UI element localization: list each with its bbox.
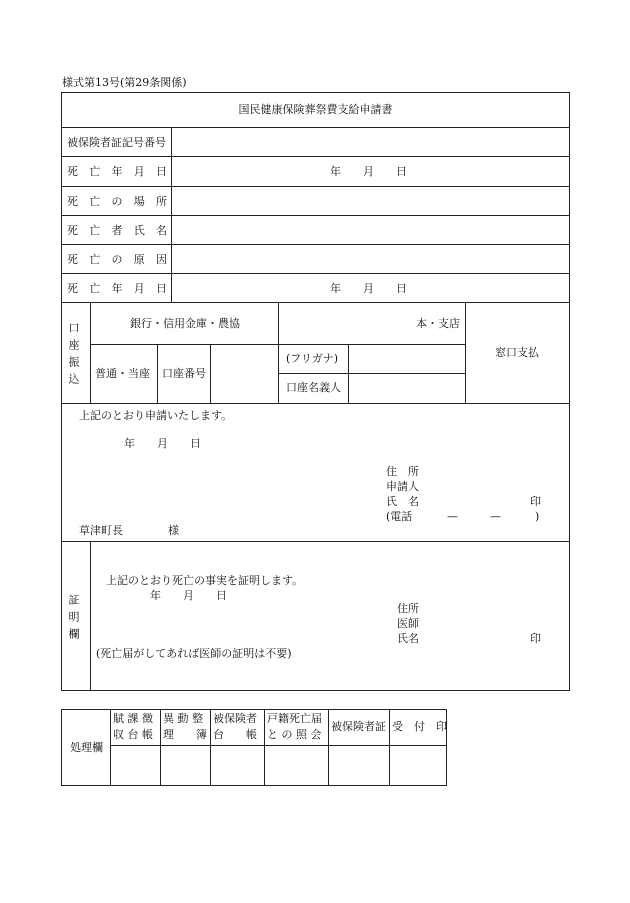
label-deceased-name: 死 亡 者 氏 名 <box>67 224 167 237</box>
processing-cell-insured-ledger[interactable] <box>211 746 264 785</box>
processing-header-insurance-card: 被保険者証 <box>331 720 386 733</box>
label-death-cause: 死 亡 の 原 因 <box>67 253 167 266</box>
phone-close: ) <box>535 510 540 523</box>
deceased-name-field[interactable] <box>172 216 569 244</box>
certification-statement: 上記のとおり死亡の事実を証明します。 <box>106 574 304 587</box>
death-cause-field[interactable] <box>172 245 569 273</box>
certification-side-label: 証明欄 <box>67 594 80 645</box>
processing-cell-family-register[interactable] <box>265 746 328 785</box>
processing-cell-receipt-stamp[interactable] <box>390 746 446 785</box>
phone-open: (電話 <box>386 510 413 523</box>
label-death-date-2: 死 亡 年 月 日 <box>67 282 167 295</box>
processing-header-family-register-1: 戸籍死亡届 <box>267 712 322 725</box>
form-style-number: 様式第13号(第29条関係) <box>62 76 187 89</box>
death-date-field[interactable]: 年 月 日 <box>330 165 407 178</box>
label-insured-card-number: 被保険者証記号番号 <box>67 136 166 149</box>
processing-header-tax-ledger-2: 収 台 帳 <box>113 728 153 741</box>
phone-dash-1: — <box>447 510 458 523</box>
recipient-honorific: 様 <box>168 524 179 537</box>
account-type-options: 普通・当座 <box>95 367 150 380</box>
processing-side-label: 処理欄 <box>70 741 103 754</box>
processing-header-change-record-1: 異 動 整 <box>163 712 203 725</box>
processing-header-tax-ledger-1: 賦 課 徴 <box>113 712 153 725</box>
doctor-label: 医師 <box>397 617 419 630</box>
processing-header-family-register-2: と の 照 会 <box>267 728 322 741</box>
death-date-field-2[interactable]: 年 月 日 <box>330 282 407 295</box>
label-death-place: 死 亡 の 場 所 <box>67 195 167 208</box>
bank-transfer-side-label: 口座振込 <box>67 322 80 390</box>
branch-label: 本・支店 <box>416 317 460 330</box>
processing-header-change-record-2: 理 簿 <box>163 728 207 741</box>
account-holder-label: 口座名義人 <box>286 381 341 394</box>
applicant-seal-mark: 印 <box>530 495 541 508</box>
certification-date[interactable]: 年 月 日 <box>150 589 227 602</box>
doctor-address-label: 住所 <box>397 602 419 615</box>
account-number-label: 口座番号 <box>162 367 206 380</box>
form-title: 国民健康保険葬祭費支給申請書 <box>238 103 393 116</box>
applicant-address-label: 住 所 <box>386 465 419 478</box>
doctor-name-label: 氏名 <box>397 632 419 645</box>
application-date[interactable]: 年 月 日 <box>124 437 201 450</box>
processing-header-insured-ledger-1: 被保険者 <box>213 712 257 725</box>
label-death-date: 死 亡 年 月 日 <box>67 165 167 178</box>
death-place-field[interactable] <box>172 187 569 215</box>
recipient-label: 草津町長 <box>79 524 123 537</box>
bank-type-options: 銀行・信用金庫・農協 <box>130 317 240 330</box>
doctor-seal-mark: 印 <box>530 632 541 645</box>
application-statement: 上記のとおり申請いたします。 <box>79 409 233 422</box>
processing-header-receipt-stamp: 受 付 印 <box>392 720 447 733</box>
window-payment-label: 窓口支払 <box>495 346 539 359</box>
applicant-name-label: 氏 名 <box>386 495 419 508</box>
phone-dash-2: — <box>490 510 501 523</box>
insured-card-number-field[interactable] <box>172 128 569 156</box>
certification-note: (死亡届がしてあれば医師の証明は不要) <box>96 647 292 660</box>
applicant-label: 申請人 <box>386 480 419 493</box>
processing-cell-tax-ledger[interactable] <box>111 746 160 785</box>
processing-header-insured-ledger-2: 台 帳 <box>213 728 257 741</box>
furigana-label: (フリガナ) <box>286 352 339 365</box>
processing-cell-change-record[interactable] <box>161 746 210 785</box>
processing-cell-insurance-card[interactable] <box>329 746 389 785</box>
